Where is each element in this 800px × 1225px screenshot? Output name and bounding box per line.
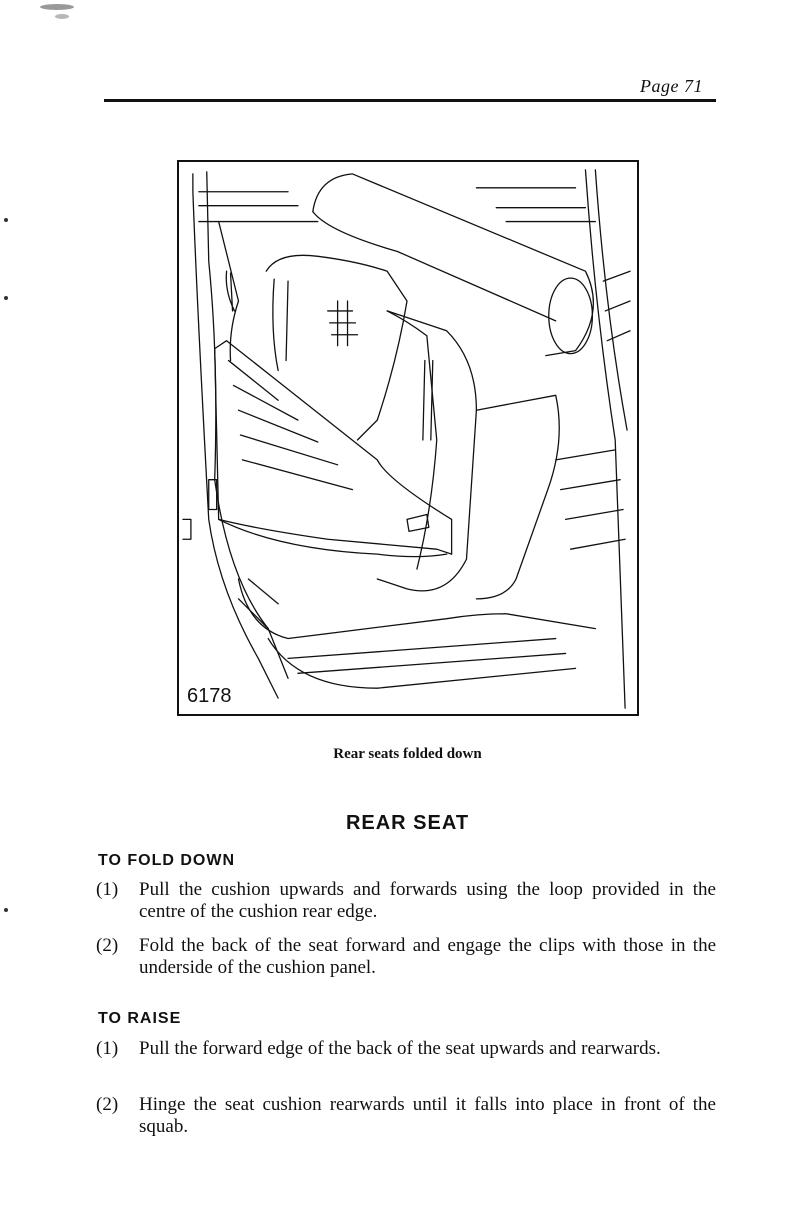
scan-speck bbox=[4, 908, 8, 912]
scan-speck bbox=[55, 14, 69, 19]
step-text: Hinge the seat cushion rearwards until it falls into place in front of the squab. bbox=[139, 1094, 716, 1137]
step-number: (1) bbox=[96, 1038, 119, 1059]
step-number: (2) bbox=[96, 1094, 119, 1115]
step-text: Fold the back of the seat forward and engage the clips with those in the underside of the cushion panel. bbox=[139, 935, 716, 978]
figure-caption: Rear seats folded down bbox=[333, 746, 482, 762]
step-text: Pull the cushion upwards and forwards using the loop provided in the centre of the cushion rear edge. bbox=[139, 879, 716, 922]
scan-speck bbox=[40, 4, 74, 10]
scan-speck bbox=[4, 218, 8, 222]
raise-step-1 bbox=[96, 1038, 716, 1060]
header-rule bbox=[104, 99, 716, 102]
raise-step-2 bbox=[96, 1094, 716, 1138]
fold-down-heading: TO FOLD DOWN bbox=[98, 852, 236, 869]
section-title: REAR SEAT bbox=[345, 812, 470, 834]
step-text: Pull the forward edge of the back of the seat upwards and rearwards. bbox=[139, 1038, 661, 1059]
step-number: (2) bbox=[96, 935, 119, 956]
figure-number: 6178 bbox=[187, 685, 232, 707]
page-number: Page 71 bbox=[640, 76, 703, 96]
fold-down-step-1 bbox=[96, 879, 716, 923]
rear-seats-illustration bbox=[177, 160, 639, 716]
step-number: (1) bbox=[96, 879, 119, 900]
rear-seats-folded-icon bbox=[179, 162, 637, 714]
fold-down-step-2 bbox=[96, 935, 716, 979]
scan-speck bbox=[4, 296, 8, 300]
raise-heading: TO RAISE bbox=[98, 1010, 182, 1027]
